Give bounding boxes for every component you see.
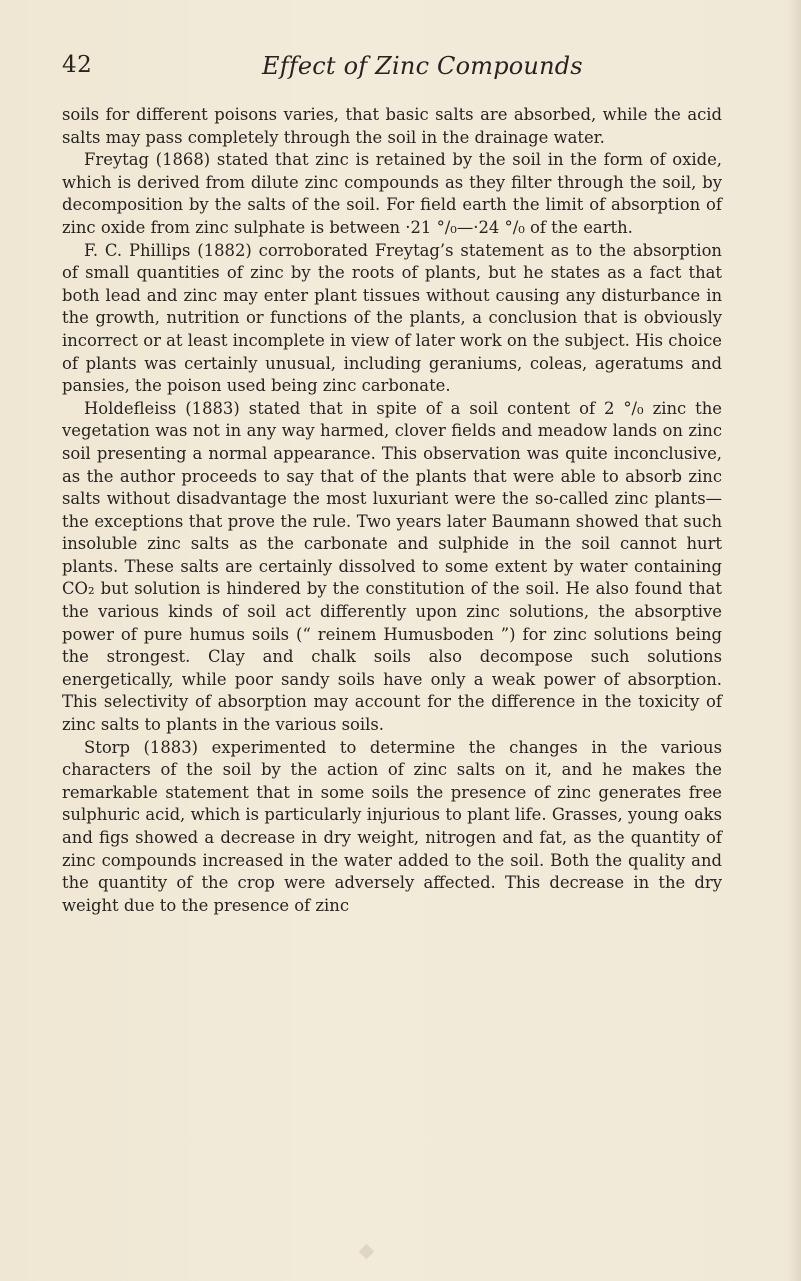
paragraph-continued: soils for different poisons varies, that basic salts are absorbed, while the acid salts may pass completely through the soil in the drainage water. (62, 105, 722, 147)
page-number: 42 (62, 52, 93, 78)
paragraph-storp: Storp (1883) experimented to determine the changes in the various characters of the soil by the action of zinc salts on it, and he makes the remarkable statement that in some soils the presence of zinc generates free sulphuric acid, which is particularly injurious to plant life. Grasses, young oaks and figs showed a decrease in dry weight, nitrogen and fat, as the quantity of zinc compounds increased in the water added to the soil. Both the quality and the quantity of the crop were adversely affected. This decrease in the dry weight due to the presence of zinc (62, 737, 722, 915)
paper-blemish (359, 1244, 375, 1260)
page-header (62, 52, 722, 92)
page-edge-shadow (787, 0, 801, 1281)
running-head: Effect of Zinc Compounds (262, 52, 583, 80)
paragraph-phillips: F. C. Phillips (1882) corroborated Freytag’s statement as to the absorption of small quantities of zinc by the roots of plants, but he states as a fact that both lead and zinc may enter plant tissues without causing any disturbance in the growth, nutrition or functions of the plants, a conclusion that is obviously incorrect or at least incomplete in view of later work on the subject. His choice of plants was certainly unusual, including geraniums, coleas, ageratums and pansies, the poison used being zinc carbonate. (62, 240, 722, 396)
paragraph-holdefleiss: Holdefleiss (1883) stated that in spite of a soil content of 2 °/₀ zinc the vegetation was not in any way harmed, clover fields and meadow lands on zinc soil presenting a normal appearance. This observation was quite inconclusive, as the author proceeds to say that of the plants that were able to absorb zinc salts without disadvantage the most luxuriant were the so-called zinc plants—the exceptions that prove the rule. Two years later Baumann showed that such insoluble zinc salts as the carbonate and sulphide in the soil cannot hurt plants. These salts are certainly dissolved to some extent by water containing CO₂ but solution is hindered by the constitution of the soil. He also found that the various kinds of soil act differently upon zinc solutions, the absorptive power of pure humus soils (“ reinem Humusboden ”) for zinc solutions being the strongest. Clay and chalk soils also decompose such solutions energetically, while poor sandy soils have only a weak power of absorption. This selectivity of absorption may account for the difference in the toxicity of zinc salts to plants in the various soils. (62, 398, 722, 735)
paragraph-freytag: Freytag (1868) stated that zinc is retained by the soil in the form of oxide, which is derived from dilute zinc compounds as they filter through the soil, by decomposition by the salts of the soil. For field earth the limit of absorption of zinc oxide from zinc sulphate is between ·21 °/₀—·24 °/₀ of the earth. (62, 150, 722, 237)
body-text (62, 104, 722, 917)
